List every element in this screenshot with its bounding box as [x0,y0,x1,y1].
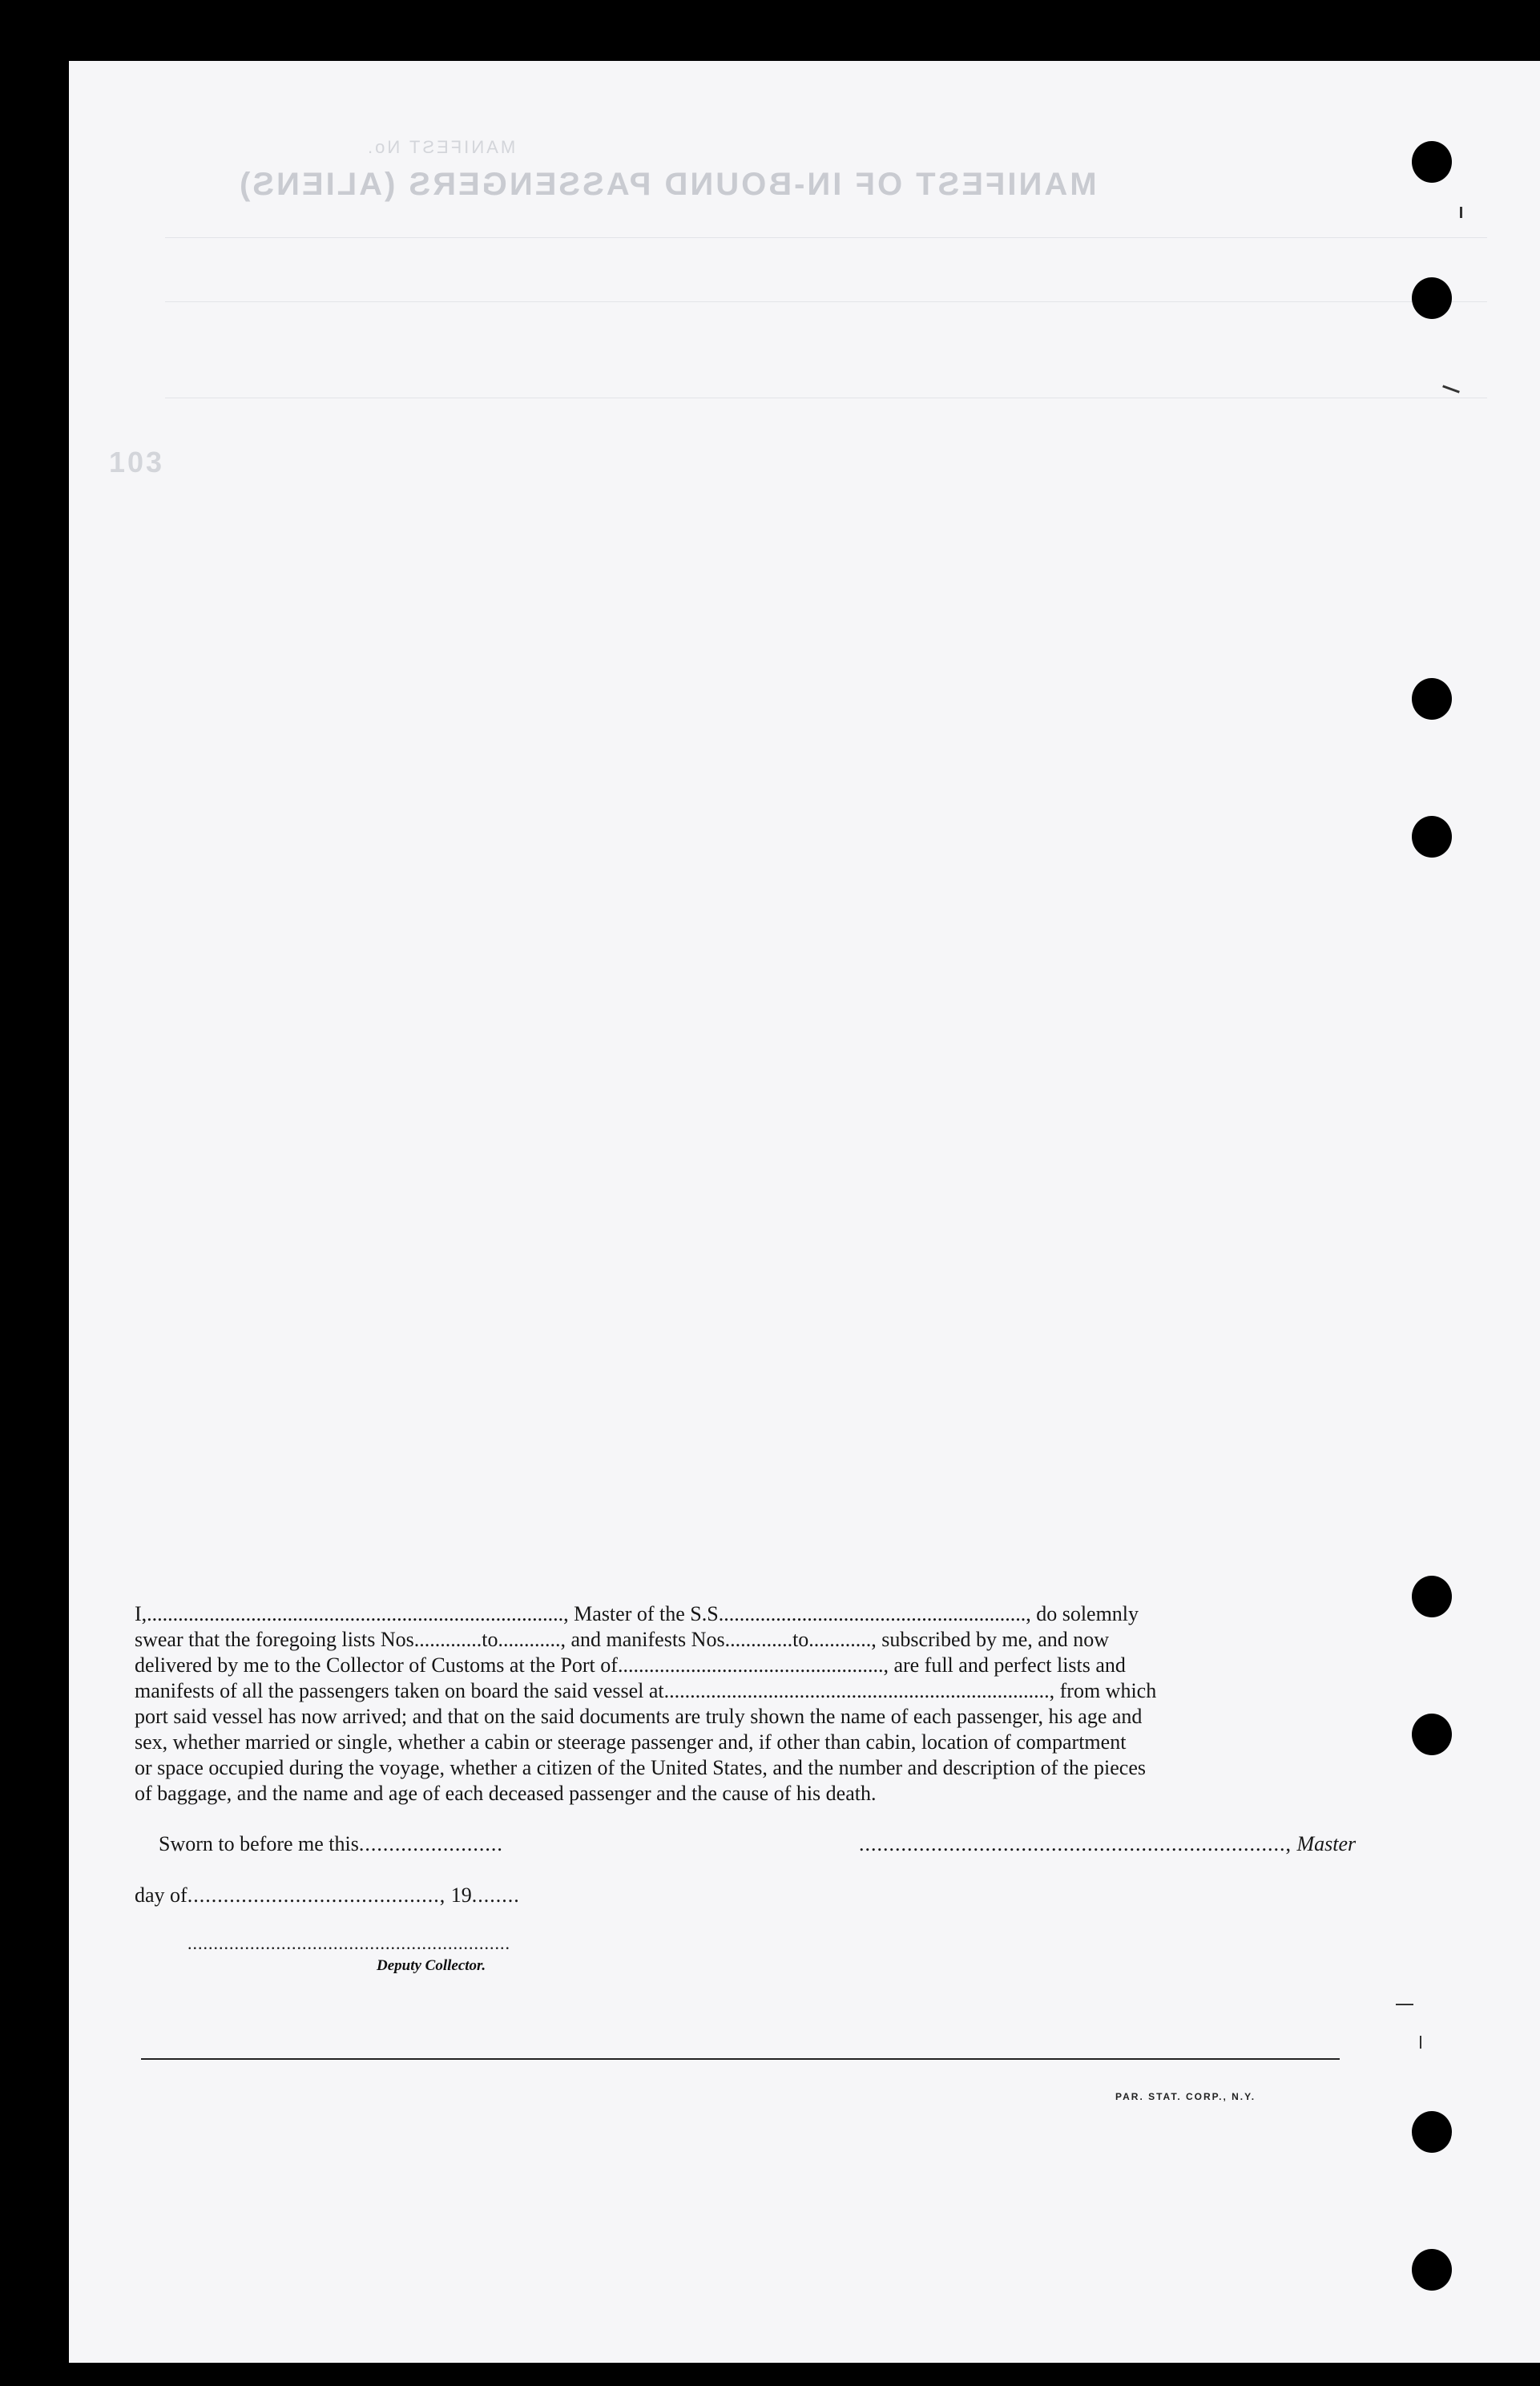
punch-hole-8 [1412,2249,1452,2291]
punch-hole-6 [1412,1714,1452,1755]
sworn-label: Sworn to before me this [159,1832,359,1855]
deputy-signature-line [187,1933,510,1954]
oath-line-3: delivered by me to the Collector of Customs at the Port of..................................................., are full and perfect lists and [135,1653,1126,1677]
scan-speck [1420,2036,1421,2049]
oath-line-6: sex, whether married or single, whether a cabin or steerage passenger and, if other than cabin, location of compartment [135,1730,1127,1754]
day-line [135,1883,520,1908]
bleed-through-manifest-number: MANIFEST No. [365,137,516,157]
day-blank: .........................................., [187,1883,446,1907]
scan-speck [1396,2004,1413,2005]
punch-hole-4 [1412,816,1452,858]
punch-hole-3 [1412,678,1452,720]
deputy-collector-label: Deputy Collector. [377,1957,486,1974]
punch-hole-7 [1412,2111,1452,2153]
punch-hole-1 [1412,141,1452,183]
deputy-signature-blank: .............................................................. [187,1933,510,1953]
oath-line-7: or space occupied during the voyage, whether a citizen of the United States, and the number and description of the pieces [135,1756,1147,1779]
year-prefix: 19 [450,1883,472,1907]
bleed-through-rule [165,301,1487,302]
bleed-through-title: MANIFEST OF IN-BOUND PASSENGERS (ALIENS) [237,167,1097,202]
footer-rule [141,2058,1340,2060]
master-signature-line [859,1832,1356,1856]
punch-hole-5 [1412,1576,1452,1617]
oath-line-4: manifests of all the passengers taken on board the said vessel at.........................................................................., from which [135,1679,1157,1702]
oath-line-1: I,................................................................................, Master of the S.S..........................................................., do solemnly [135,1602,1139,1625]
oath-paragraph [135,1601,1353,1807]
master-label: Master [1296,1832,1357,1855]
oath-line-2: swear that the foregoing lists Nos.............to............, and manifests Nos.............to............, subscribed by me, and now [135,1628,1110,1651]
scan-speck [1460,207,1462,218]
day-label: day of [135,1883,187,1907]
sworn-blank: ........................ [358,1832,503,1855]
punch-hole-2 [1412,277,1452,319]
sworn-line [159,1832,503,1856]
bleed-through-page-number: 103 [109,446,165,478]
manifest-page [69,61,1540,2363]
oath-line-5: port said vessel has now arrived; and that on the said documents are truly shown the name of each passenger, his age and [135,1705,1143,1728]
printer-imprint: PAR. STAT. CORP., N.Y. [1115,2091,1256,2102]
oath-line-8: of baggage, and the name and age of each deceased passenger and the cause of his death. [135,1782,877,1805]
bleed-through-rule [165,237,1487,238]
master-signature-blank: ......................................................................., [859,1832,1292,1855]
year-blank: ........ [471,1883,520,1907]
